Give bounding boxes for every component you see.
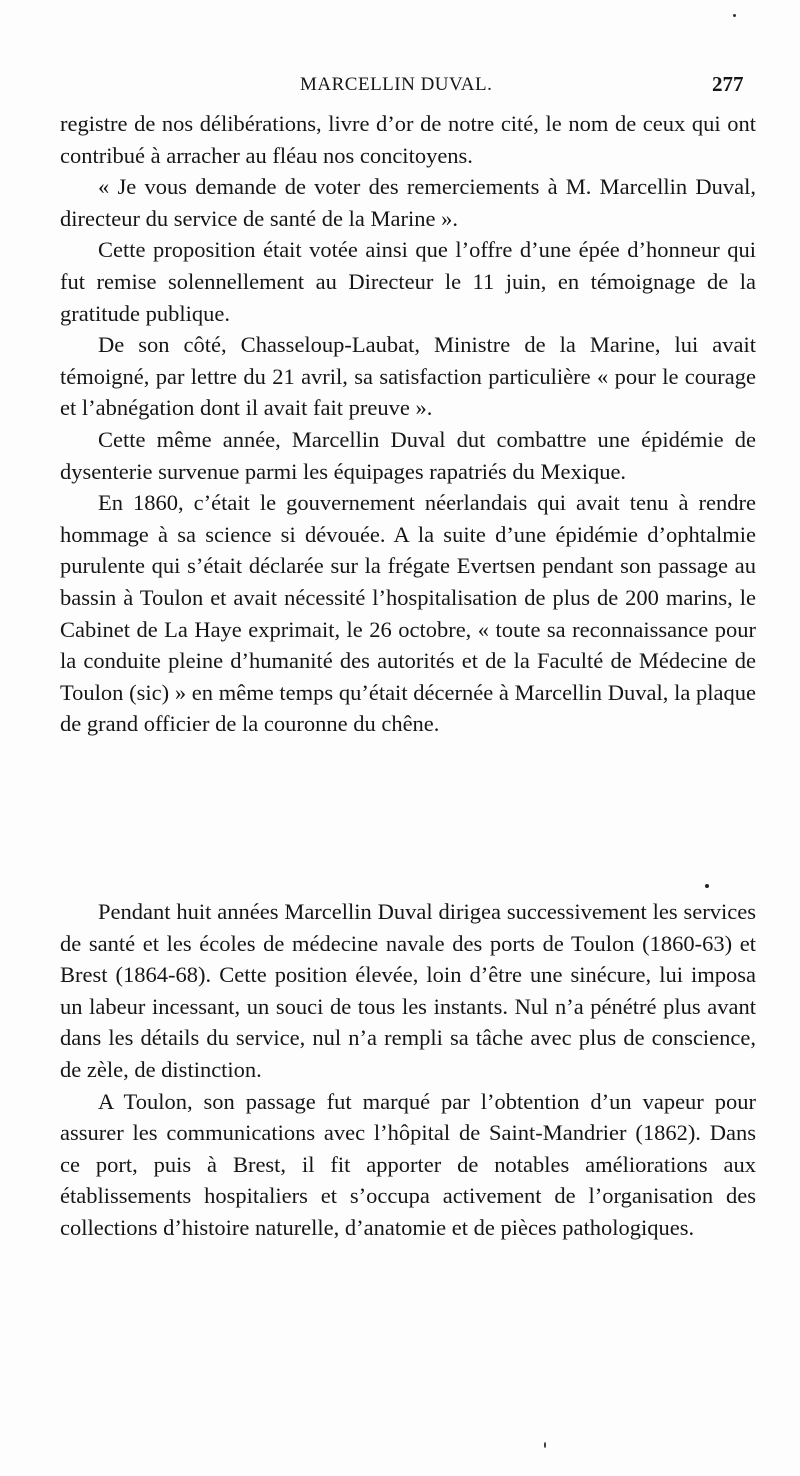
paragraph: Pendant huit années Marcellin Duval dirigea successivement les services de santé et les écoles de médecine navale des ports de Toulon (1860-63) et Brest (1864-68). Cette position élevée, loin d’être une sinécure, lui imposa un labeur incessant, un souci de tous les instants. Nul n’a pénétré plus avant dans les détails du service, nul n’a rempli sa tâche avec plus de conscience, de zèle, de distinction. [60, 899, 756, 1082]
page-number: 277 [712, 72, 744, 96]
section-1-text [60, 108, 756, 740]
paragraph: Cette proposition était votée ainsi que l’offre d’une épée d’honneur qui fut remise solennellement au Directeur le 11 juin, en témoignage de la gratitude publique. [60, 237, 756, 326]
paragraph: registre de nos délibérations, livre d’or de notre cité, le nom de ceux qui ont contribué à arracher au fléau nos concitoyens. [60, 111, 756, 168]
running-head [0, 74, 800, 98]
paragraph: En 1860, c’était le gouvernement néerlandais qui avait tenu à rendre hommage à sa science si dévouée. A la suite d’une épidémie d’ophtalmie purulente qui s’était déclarée sur la frégate Evertsen pendant son passage au bassin à Toulon et avait nécessité l’hospitalisation de plus de 200 marins, le Cabinet de La Haye exprimait, le 26 octobre, « toute sa reconnaissance pour la conduite pleine d’humanité des autorités et de la Faculté de Médecine de Toulon (sic) » en même temps qu’était décernée à Marcellin Duval, la plaque de grand officier de la couronne du chêne. [60, 490, 756, 737]
section-separator [705, 884, 709, 888]
paragraph: A Toulon, son passage fut marqué par l’obtention d’un vapeur pour assurer les communications avec l’hôpital de Saint-Mandrier (1862). Dans ce port, puis à Brest, il fit apporter de notables améliorations aux établissements hospitaliers et s’occupa activement de l’organisation des collections d’histoire naturelle, d’anatomie et de pièces pathologiques. [60, 1088, 756, 1240]
paragraph: « Je vous demande de voter des remerciements à M. Marcellin Duval, directeur du service de santé de la Marine ». [60, 174, 756, 231]
paragraph: Cette même année, Marcellin Duval dut combattre une épidémie de dysenterie survenue parmi les équipages rapatriés du Mexique. [60, 426, 756, 484]
section-2-text [60, 896, 756, 1244]
print-speck [733, 14, 736, 17]
print-speck [544, 1442, 546, 1448]
paragraph: De son côté, Chasseloup-Laubat, Ministre de la Marine, lui avait témoigné, par lettre du 21 avril, sa satisfaction particulière « pour le courage et l’abnégation dont il avait fait preuve ». [60, 332, 756, 421]
running-title: MARCELLIN DUVAL. [300, 74, 493, 95]
